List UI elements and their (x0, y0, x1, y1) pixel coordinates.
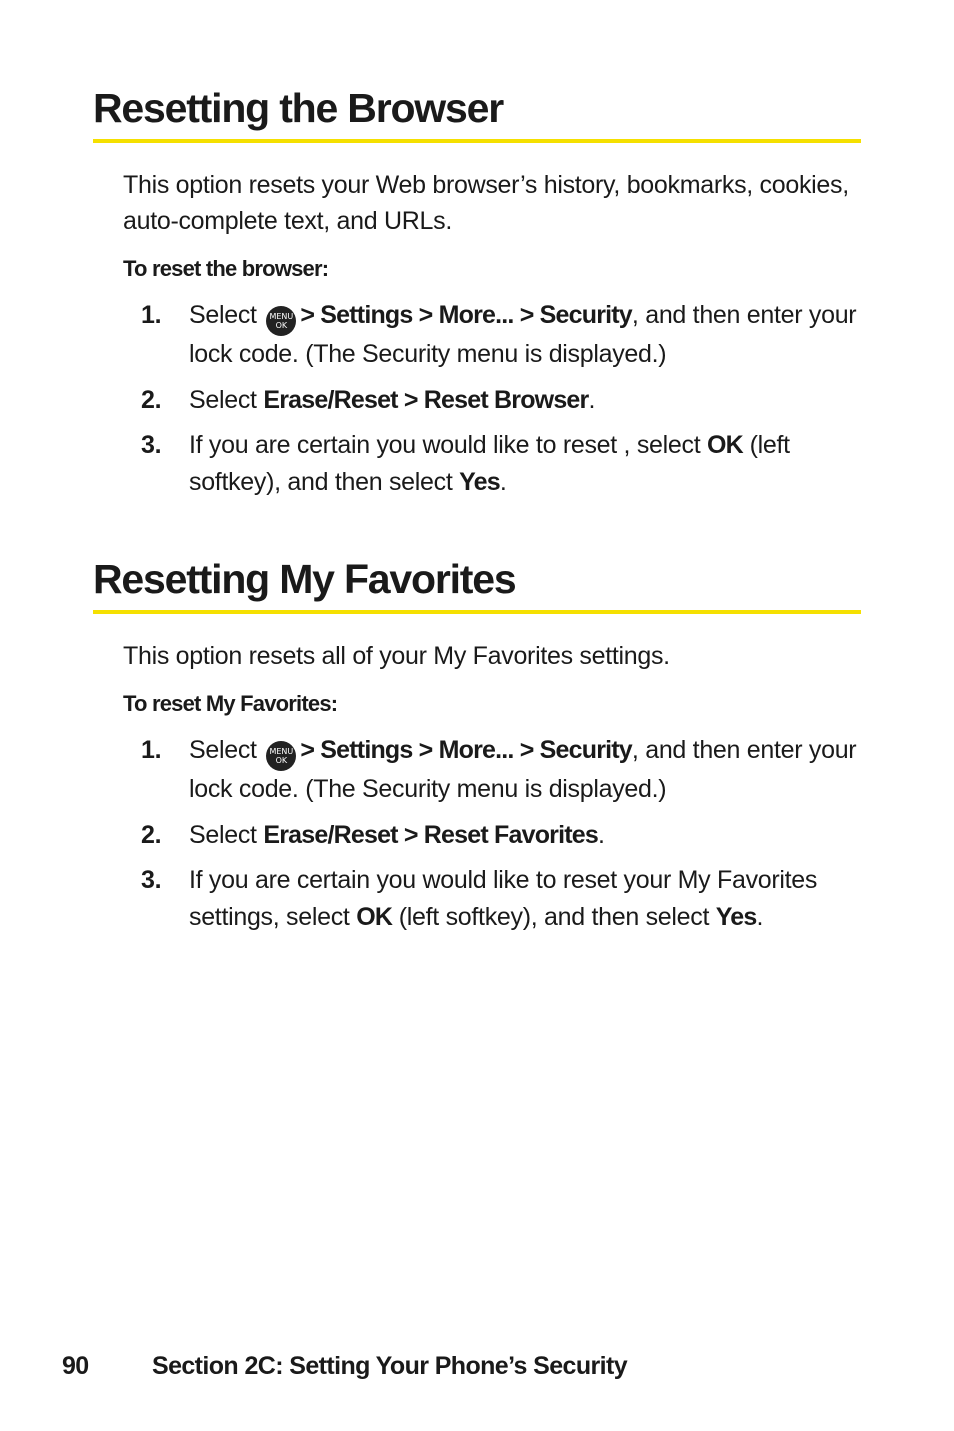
step-2 (93, 817, 861, 854)
footer-section-title: Section 2C: Setting Your Phone’s Security (152, 1352, 628, 1380)
menu-path: > Settings > More... > Security (300, 736, 632, 764)
menu-path: Erase/Reset > Reset Favorites (263, 820, 598, 849)
softkey-label: OK (707, 431, 743, 459)
procedure-subhead: To reset the browser: (123, 256, 329, 281)
menu-path: Erase/Reset > Reset Browser (263, 385, 589, 414)
step-3 (93, 427, 861, 500)
section-resetting-browser (93, 84, 861, 509)
step-number: 2. (141, 385, 162, 414)
step-number: 2. (141, 820, 162, 849)
menu-ok-key-icon: MENU OK (266, 741, 296, 771)
step-text: Select (189, 820, 257, 849)
step-text: . (499, 467, 507, 496)
step-text: . (588, 385, 596, 414)
heading-rule (93, 610, 861, 614)
step-text: Select (189, 736, 257, 764)
step-text: If you are certain you would like to reset your My Favorites settings, select (189, 866, 818, 931)
step-3 (93, 862, 861, 935)
confirm-label: Yes (715, 902, 757, 931)
step-1 (93, 297, 861, 373)
steps-list (93, 732, 861, 935)
page-footer (62, 1348, 627, 1384)
step-2 (93, 382, 861, 419)
step-text: . (597, 820, 605, 849)
step-number: 3. (141, 866, 162, 894)
heading-rule (93, 139, 861, 143)
intro-paragraph: This option resets all of your My Favorites settings. (123, 642, 670, 670)
menu-ok-key-icon: MENU OK (266, 306, 296, 336)
step-number: 3. (141, 431, 162, 459)
section-resetting-favorites (93, 555, 861, 944)
step-text: Select (189, 301, 257, 329)
step-text: Select (189, 385, 257, 414)
softkey-label: OK (356, 902, 393, 931)
section-heading: Resetting My Favorites (93, 556, 516, 602)
step-number: 1. (141, 736, 162, 764)
section-heading: Resetting the Browser (93, 85, 503, 131)
step-text: If you are certain you would like to reset , select (189, 431, 701, 459)
step-text: (left softkey), and then select (189, 431, 790, 496)
step-number: 1. (141, 301, 162, 329)
procedure-subhead: To reset My Favorites: (123, 691, 338, 716)
step-text: (left softkey), and then select (398, 902, 710, 931)
step-text: . (756, 902, 764, 931)
page-number: 90 (62, 1352, 89, 1380)
steps-list (93, 297, 861, 500)
confirm-label: Yes (459, 467, 500, 496)
step-text: , and then enter your lock code. (The Security menu is displayed.) (189, 301, 857, 368)
step-1 (93, 732, 861, 808)
step-text: , and then enter your lock code. (The Security menu is displayed.) (189, 736, 857, 803)
menu-path: > Settings > More... > Security (300, 301, 632, 329)
intro-paragraph: This option resets your Web browser’s history, bookmarks, cookies, auto-complete text, and URLs. (123, 171, 849, 235)
